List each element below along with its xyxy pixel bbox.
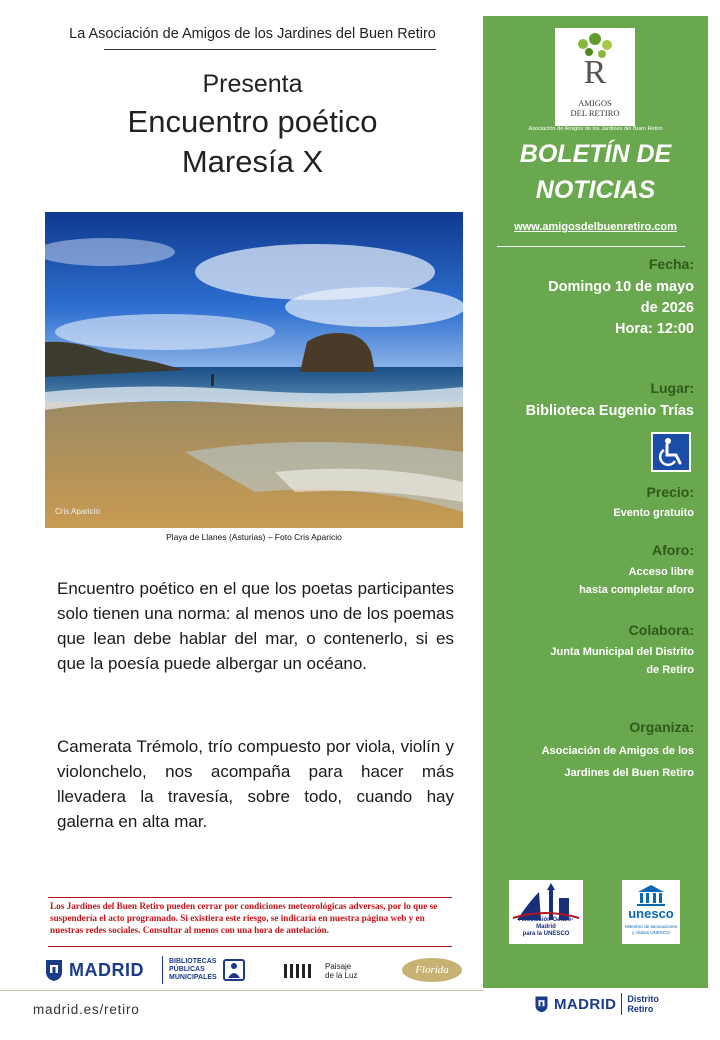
paisaje-de-la-luz-logo <box>284 962 357 980</box>
lugar-label: Lugar: <box>650 380 694 396</box>
footer-divider <box>0 990 483 991</box>
aforo-value <box>579 563 694 599</box>
amigos-retiro-logo <box>555 28 635 126</box>
colabora-label: Colabora: <box>628 622 694 638</box>
getafe-line-2: para la UNESCO <box>522 931 570 937</box>
madrid-distrito-retiro-logo <box>534 993 659 1015</box>
organiza-line-1: Asociación de Amigos de los <box>541 745 694 757</box>
colabora-value <box>550 643 694 679</box>
madrid-crest-icon <box>44 958 64 982</box>
description-paragraph: Encuentro poético en el que los poetas participantes solo tienen una norma: al menos uno de los poemas que lean debe hablar del mar, o contenerlo, si es que la poesía puede albergar un océano. <box>57 579 454 673</box>
unesco-wordmark: unesco <box>628 906 674 921</box>
newsletter-sidebar <box>483 16 708 988</box>
photo-caption: Playa de Llanes (Asturias) – Foto Cris Aparicio <box>166 532 342 542</box>
weather-warning: Los Jardines del Buen Retiro pueden cerrar por condiciones meteorológicas adversas, por lo que se suspendería el acto programado. Si existiera este riesgo, se indicaría en nuestra página web y en nuestras redes sociales. Consultar al menos con una hora de antelación. <box>50 901 438 935</box>
madrid-crest-icon <box>534 994 549 1014</box>
warning-bottom-rule <box>48 946 452 947</box>
unesco-temple-icon <box>622 882 680 908</box>
distrito-line-2: Retiro <box>627 1004 654 1014</box>
organiza-value <box>542 740 694 784</box>
bibliotecas-logo <box>162 954 245 986</box>
url-divider <box>497 246 685 247</box>
newsletter-title-2: NOTICIAS <box>535 176 656 204</box>
bib-line-1: BIBLIOTECAS <box>169 958 217 965</box>
unesco-subtext: Miembro de asociaciones y clubes UNESCO <box>624 924 678 935</box>
colabora-line-2: de Retiro <box>646 664 694 676</box>
logo-tag-line-2: DEL RETIRO <box>570 108 620 118</box>
event-subtitle: Maresía X <box>181 144 324 179</box>
logo-letter: R <box>583 54 607 91</box>
fecha-value <box>548 277 694 340</box>
organiza-line-2: Jardines del Buen Retiro <box>564 767 694 779</box>
organization-line: La Asociación de Amigos de los Jardines del Buen Retiro <box>69 26 436 42</box>
newsletter-title-1: BOLETÍN DE <box>519 140 672 168</box>
photo-credit: Cris Aparicio <box>55 507 100 516</box>
city-skyline-icon <box>509 882 583 922</box>
getafe-line-1: Asociación Getafe-Madrid <box>518 917 574 930</box>
organiza-label: Organiza: <box>629 719 694 735</box>
fecha-line-1: Domingo 10 de mayo <box>548 279 694 295</box>
colabora-line-1: Junta Municipal del Distrito <box>550 646 694 658</box>
warning-top-rule <box>48 897 452 898</box>
logo-tag-line-1: AMIGOS <box>578 98 612 108</box>
paisaje-line-1: Paisaje <box>325 962 352 971</box>
paisaje-bars-icon <box>284 964 311 978</box>
header-divider <box>104 49 436 50</box>
bib-line-2: PÚBLICAS <box>169 966 205 973</box>
association-small-text: Asociación de Amigos de los Jardines del Buen Retiro <box>528 126 663 132</box>
website-link[interactable]: www.amigosdelbuenretiro.com <box>514 221 677 233</box>
aforo-line-1: Acceso libre <box>628 566 694 578</box>
wheelchair-icon <box>651 432 691 472</box>
presents-text: Presenta <box>202 70 303 98</box>
bib-line-3: MUNICIPALES <box>169 974 217 981</box>
distrito-line-1: Distrito <box>627 994 659 1004</box>
event-title: Encuentro poético <box>127 104 378 139</box>
precio-value: Evento gratuito <box>613 507 694 519</box>
footer-url-link[interactable]: madrid.es/retiro <box>33 1002 140 1017</box>
fecha-label: Fecha: <box>648 256 694 272</box>
florida-logo: Florida <box>402 958 462 982</box>
getafe-madrid-unesco-logo <box>509 880 583 944</box>
logo-tagline <box>555 98 635 118</box>
music-paragraph: Camerata Trémolo, trío compuesto por viola, violín y violonchelo, nos acompaña para hacer más llevadera la travesía, sobre todo, cuando hay galerna en alta mar. <box>57 737 454 831</box>
aforo-label: Aforo: <box>652 542 694 558</box>
paisaje-line-2: de la Luz <box>325 971 358 980</box>
hora-value: Hora: 12:00 <box>615 321 694 337</box>
beach-photo <box>45 212 463 528</box>
fecha-line-2: de 2026 <box>640 300 694 316</box>
aforo-line-2: hasta completar aforo <box>579 584 694 596</box>
madrid-wordmark: MADRID <box>69 959 144 980</box>
precio-label: Precio: <box>646 484 694 500</box>
library-person-icon <box>223 959 245 981</box>
madrid-distrito-wordmark: MADRID <box>554 995 617 1013</box>
unesco-logo <box>622 880 680 944</box>
lugar-value: Biblioteca Eugenio Trías <box>525 403 694 419</box>
partner-logos <box>44 954 464 986</box>
madrid-logo <box>44 958 144 982</box>
